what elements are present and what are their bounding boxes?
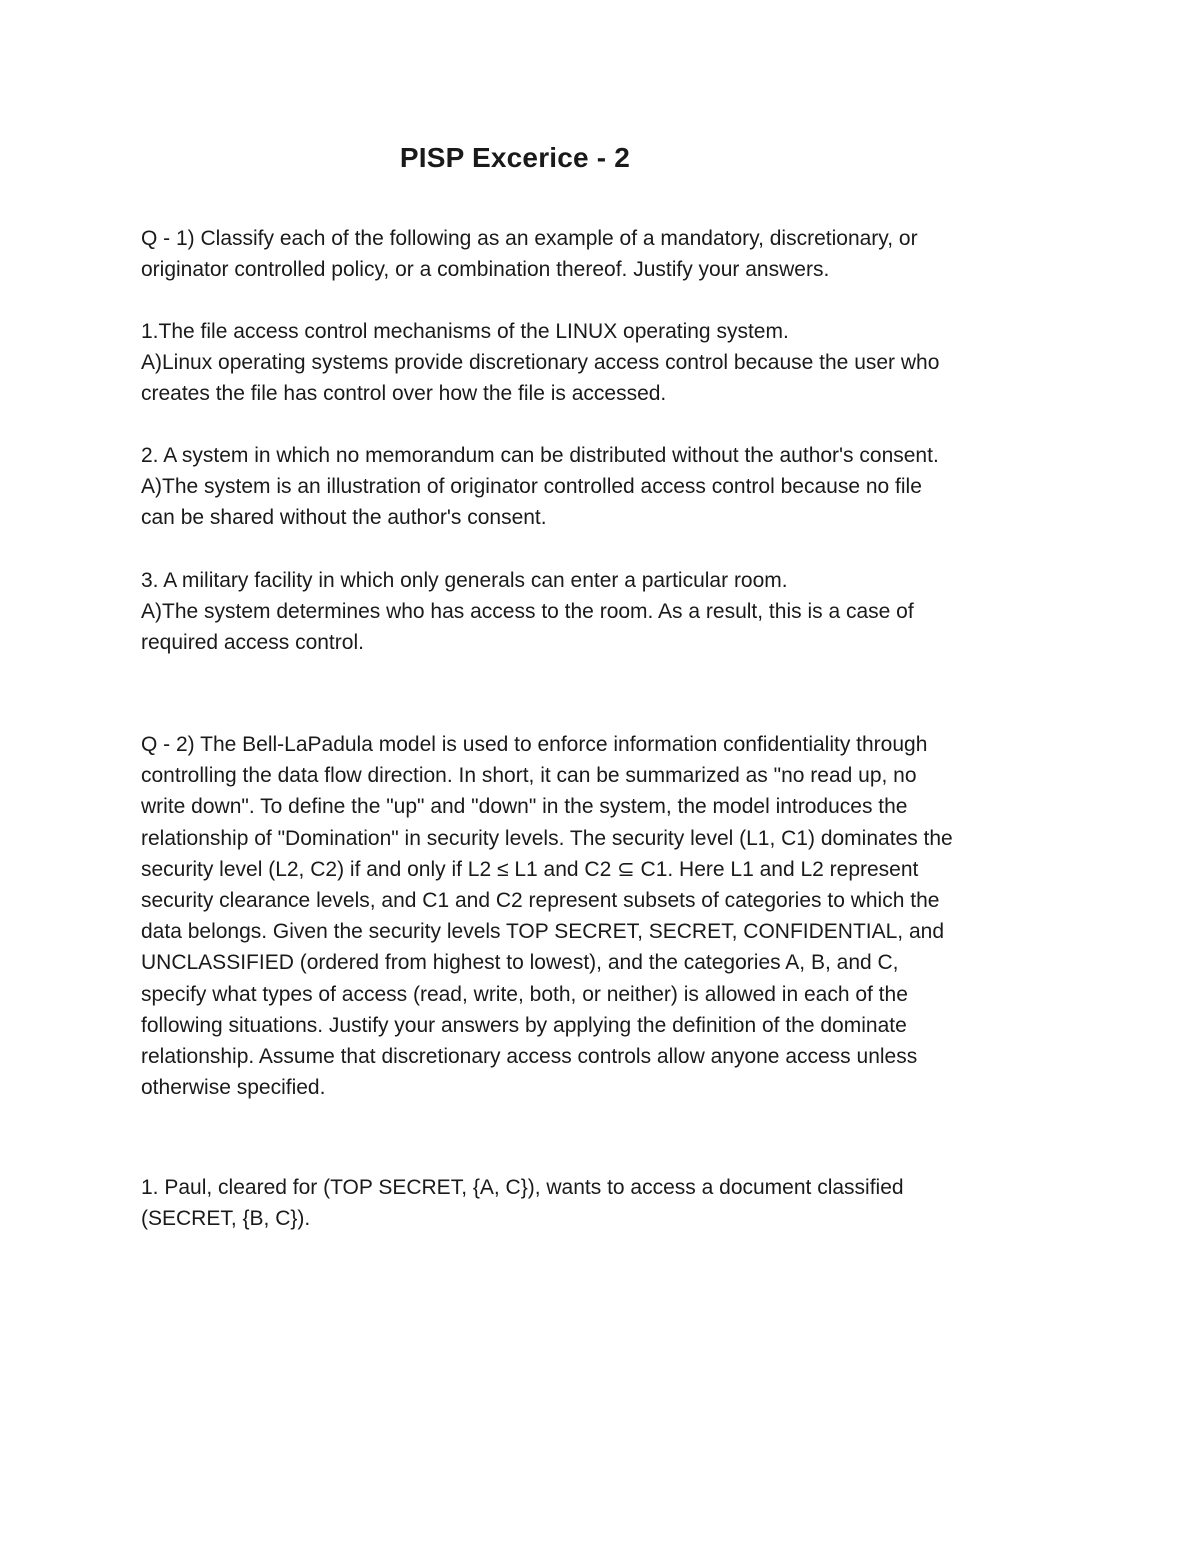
q2-item-1 (141, 1172, 1071, 1234)
q1-item-answer: can be shared without the author's consent. (141, 506, 547, 530)
q1-item-1 (141, 316, 1071, 410)
q1-item-question: 2. A system in which no memorandum can be distributed without the author's consent. (141, 444, 939, 467)
q1-item-question: 3. A military facility in which only generals can enter a particular room. (141, 569, 788, 592)
q2-line: specify what types of access (read, write, both, or neither) is allowed in each of the (141, 982, 908, 1006)
q1-item-answer: A)The system is an illustration of originator controlled access control because no file (141, 475, 922, 499)
q1-prompt-line: originator controlled policy, or a combination thereof. Justify your answers. (141, 258, 830, 282)
q1-item-answer: creates the file has control over how the file is accessed. (141, 382, 667, 406)
q1-item-3 (141, 565, 1071, 659)
q2-item-line: 1. Paul, cleared for (TOP SECRET, {A, C}), wants to access a document classified (141, 1176, 904, 1199)
q1-item-2 (141, 440, 1071, 534)
q2-line: Q - 2) The Bell-LaPadula model is used to enforce information confidentiality through (141, 733, 928, 756)
q2-line: security clearance levels, and C1 and C2 represent subsets of categories to which the (141, 889, 940, 913)
document-title: PISP Excerice - 2 (399, 142, 631, 173)
q2-line: otherwise specified. (141, 1076, 326, 1100)
q2-line: following situations. Justify your answers by applying the definition of the dominate (141, 1013, 907, 1037)
q2-line: write down". To define the "up" and "down" in the system, the model introduces the (141, 795, 908, 819)
q2-line: relationship of "Domination" in security levels. The security level (L1, C1) dominates the (141, 826, 953, 850)
q1-item-answer: required access control. (141, 631, 364, 655)
q1-prompt (141, 223, 1071, 285)
q2-item-line: (SECRET, {B, C}). (141, 1207, 311, 1231)
q1-item-question: 1.The file access control mechanisms of the LINUX operating system. (141, 320, 789, 343)
q2-body (141, 729, 1071, 1103)
q1-prompt-line: Q - 1) Classify each of the following as an example of a mandatory, discretionary, or (141, 227, 918, 250)
q1-item-answer: A)Linux operating systems provide discretionary access control because the user who (141, 351, 940, 375)
q2-line: controlling the data flow direction. In short, it can be summarized as "no read up, no (141, 764, 917, 788)
q2-line: relationship. Assume that discretionary access controls allow anyone access unless (141, 1045, 918, 1069)
q2-line: UNCLASSIFIED (ordered from highest to lowest), and the categories A, B, and C, (141, 951, 899, 975)
q2-line: security level (L2, C2) if and only if L2 ≤ L1 and C2 ⊆ C1. Here L1 and L2 represent (141, 857, 919, 881)
q1-item-answer: A)The system determines who has access to the room. As a result, this is a case of (141, 600, 914, 624)
q2-line: data belongs. Given the security levels TOP SECRET, SECRET, CONFIDENTIAL, and (141, 920, 944, 944)
